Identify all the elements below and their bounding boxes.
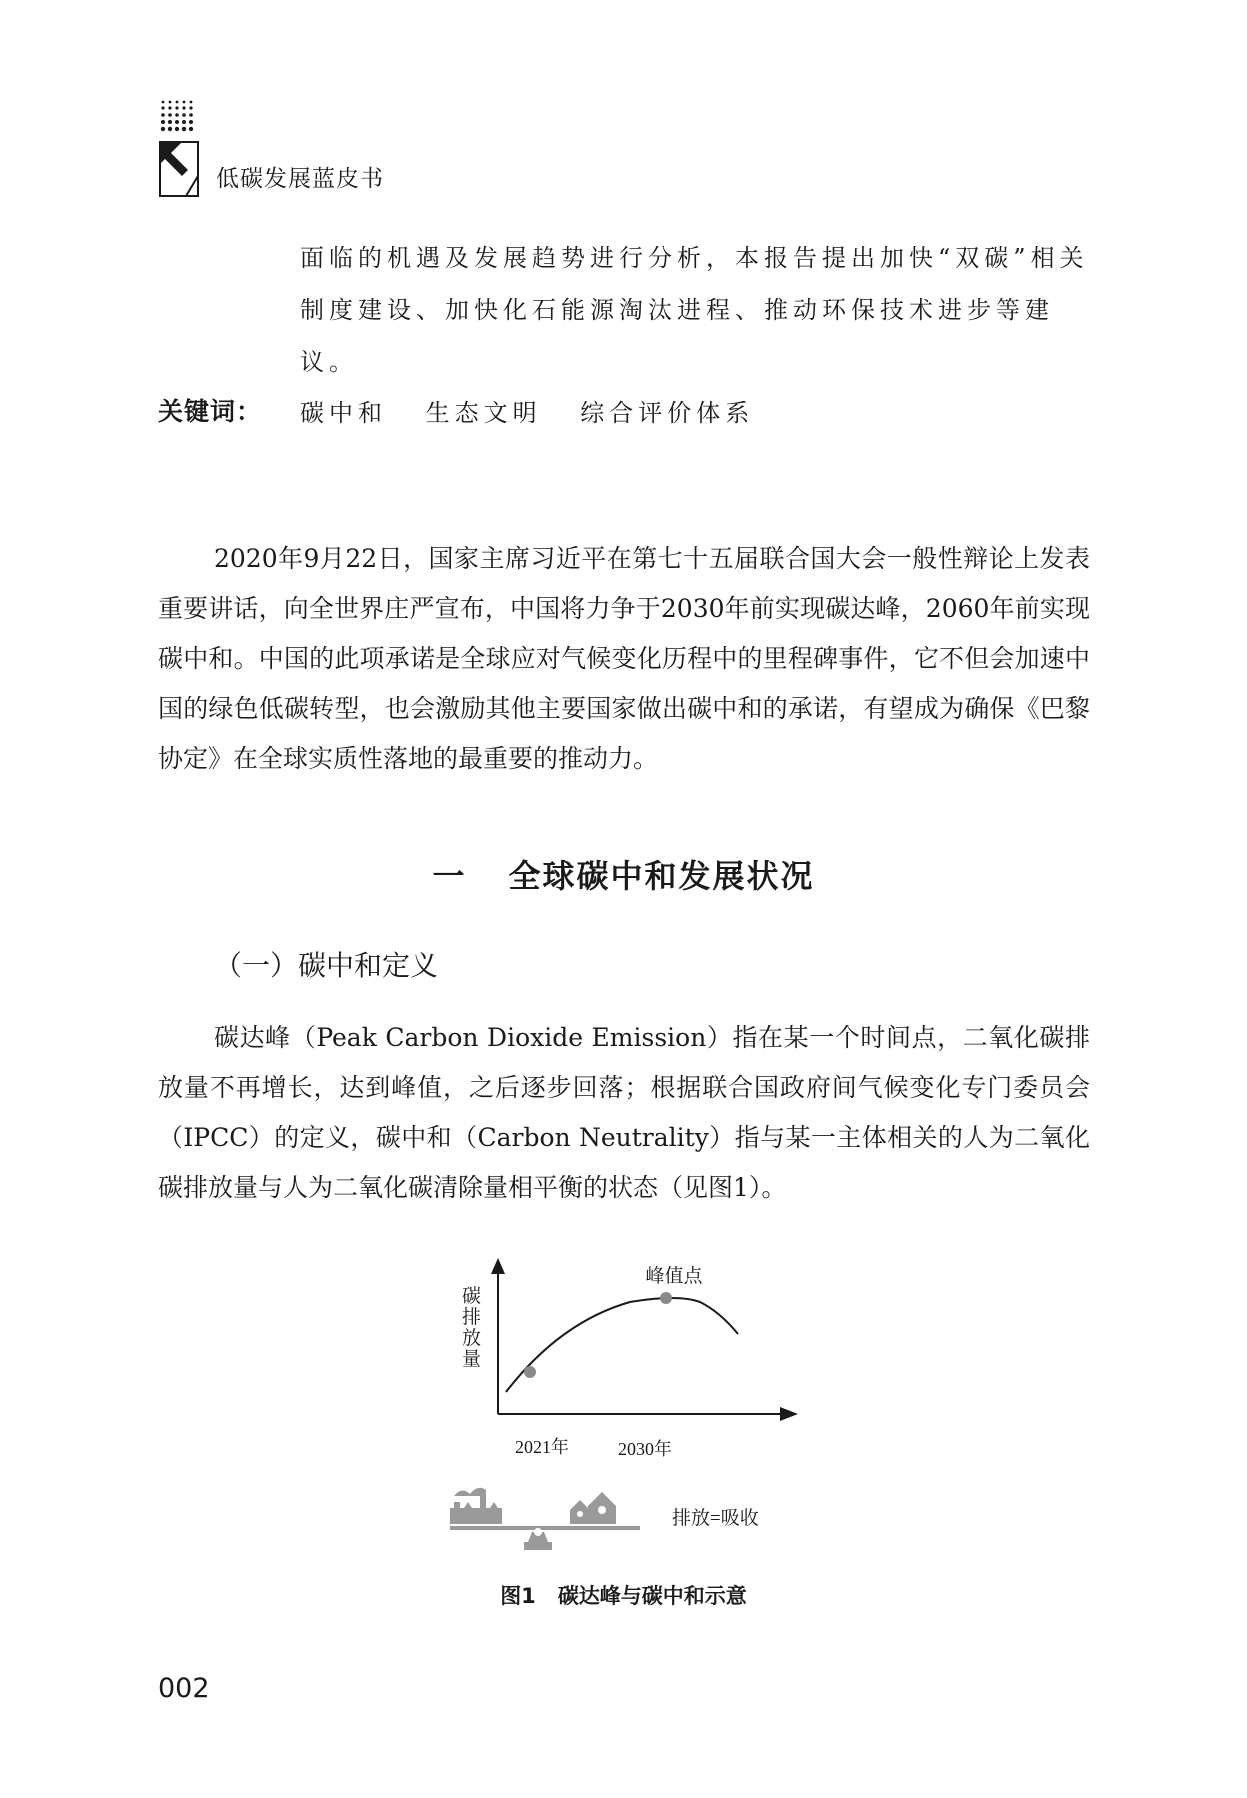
y-axis-label-char: 量 [462,1349,482,1370]
header-logo-icon [158,98,206,202]
y-axis-label-char: 放 [462,1328,482,1349]
peak-point-marker [660,1292,672,1304]
y-axis-label-char: 排 [462,1307,482,1328]
section-heading [0,851,1247,897]
abstract-text: 面临的机遇及发展趋势进行分析，本报告提出加快“双碳”相关制度建设、加快化石能源淘汰进程、推动环保技术进步等建议。 [300,244,1089,376]
x-axis-arrow [780,1407,798,1421]
keywords-label: 关键词： [158,397,263,426]
page-number: 002 [158,1673,210,1704]
section-title: 全球碳中和发展状况 [508,857,815,895]
keywords-list [300,393,780,428]
definition-paragraph: 碳达峰（Peak Carbon Dioxide Emission）指在某一个时间点，二氧化碳排放量不再增长，达到峰值，之后逐步回落；根据联合国政府间气候变化专门委员会（IPCC）的定义，碳中和（Carbon Neutrality）指与某一主体相关的人为二氧化碳排放量与人为二氧化碳清除量相平衡的状态（见图1）。 [158,1023,1090,1202]
x-tick-label-2030: 2030年 [618,1439,672,1459]
y-axis-label [462,1285,481,1370]
balance-scale-icon [450,1488,640,1550]
start-point-marker [524,1366,536,1378]
section-number: 一 [432,857,467,895]
figure-svg [420,1240,840,1560]
balance-label: 排放=吸收 [672,1508,759,1529]
figure-caption-text: 碳达峰与碳中和示意 [557,1584,747,1608]
figure-1 [420,1240,840,1560]
peak-label: 峰值点 [645,1266,703,1287]
figure-number: 图1 [500,1584,536,1608]
y-axis-label-char: 碳 [462,1286,482,1307]
book-title: 低碳发展蓝皮书 [216,166,384,192]
keyword-item: 生态文明 [425,399,542,427]
figure-caption [0,1580,1247,1610]
intro-paragraph: 2020年9月22日，国家主席习近平在第七十五届联合国大会一般性辩论上发表重要讲话，向全世界庄严宣布，中国将力争于2030年前实现碳达峰，2060年前实现碳中和。中国的此项承诺是全球应对气候变化历程中的里程碑事件，它不但会加速中国的绿色低碳转型，也会激励其他主要国家做出碳中和的承诺，有望成为确保《巴黎协定》在全球实质性落地的最重要的推动力。 [158,544,1090,773]
x-tick-label-2021: 2021年 [515,1437,569,1457]
keyword-item: 碳中和 [300,399,387,427]
y-axis-arrow [491,1258,505,1274]
keyword-item: 综合评价体系 [580,399,755,427]
subsection-heading: （一）碳中和定义 [214,949,439,982]
emission-curve [506,1298,738,1392]
